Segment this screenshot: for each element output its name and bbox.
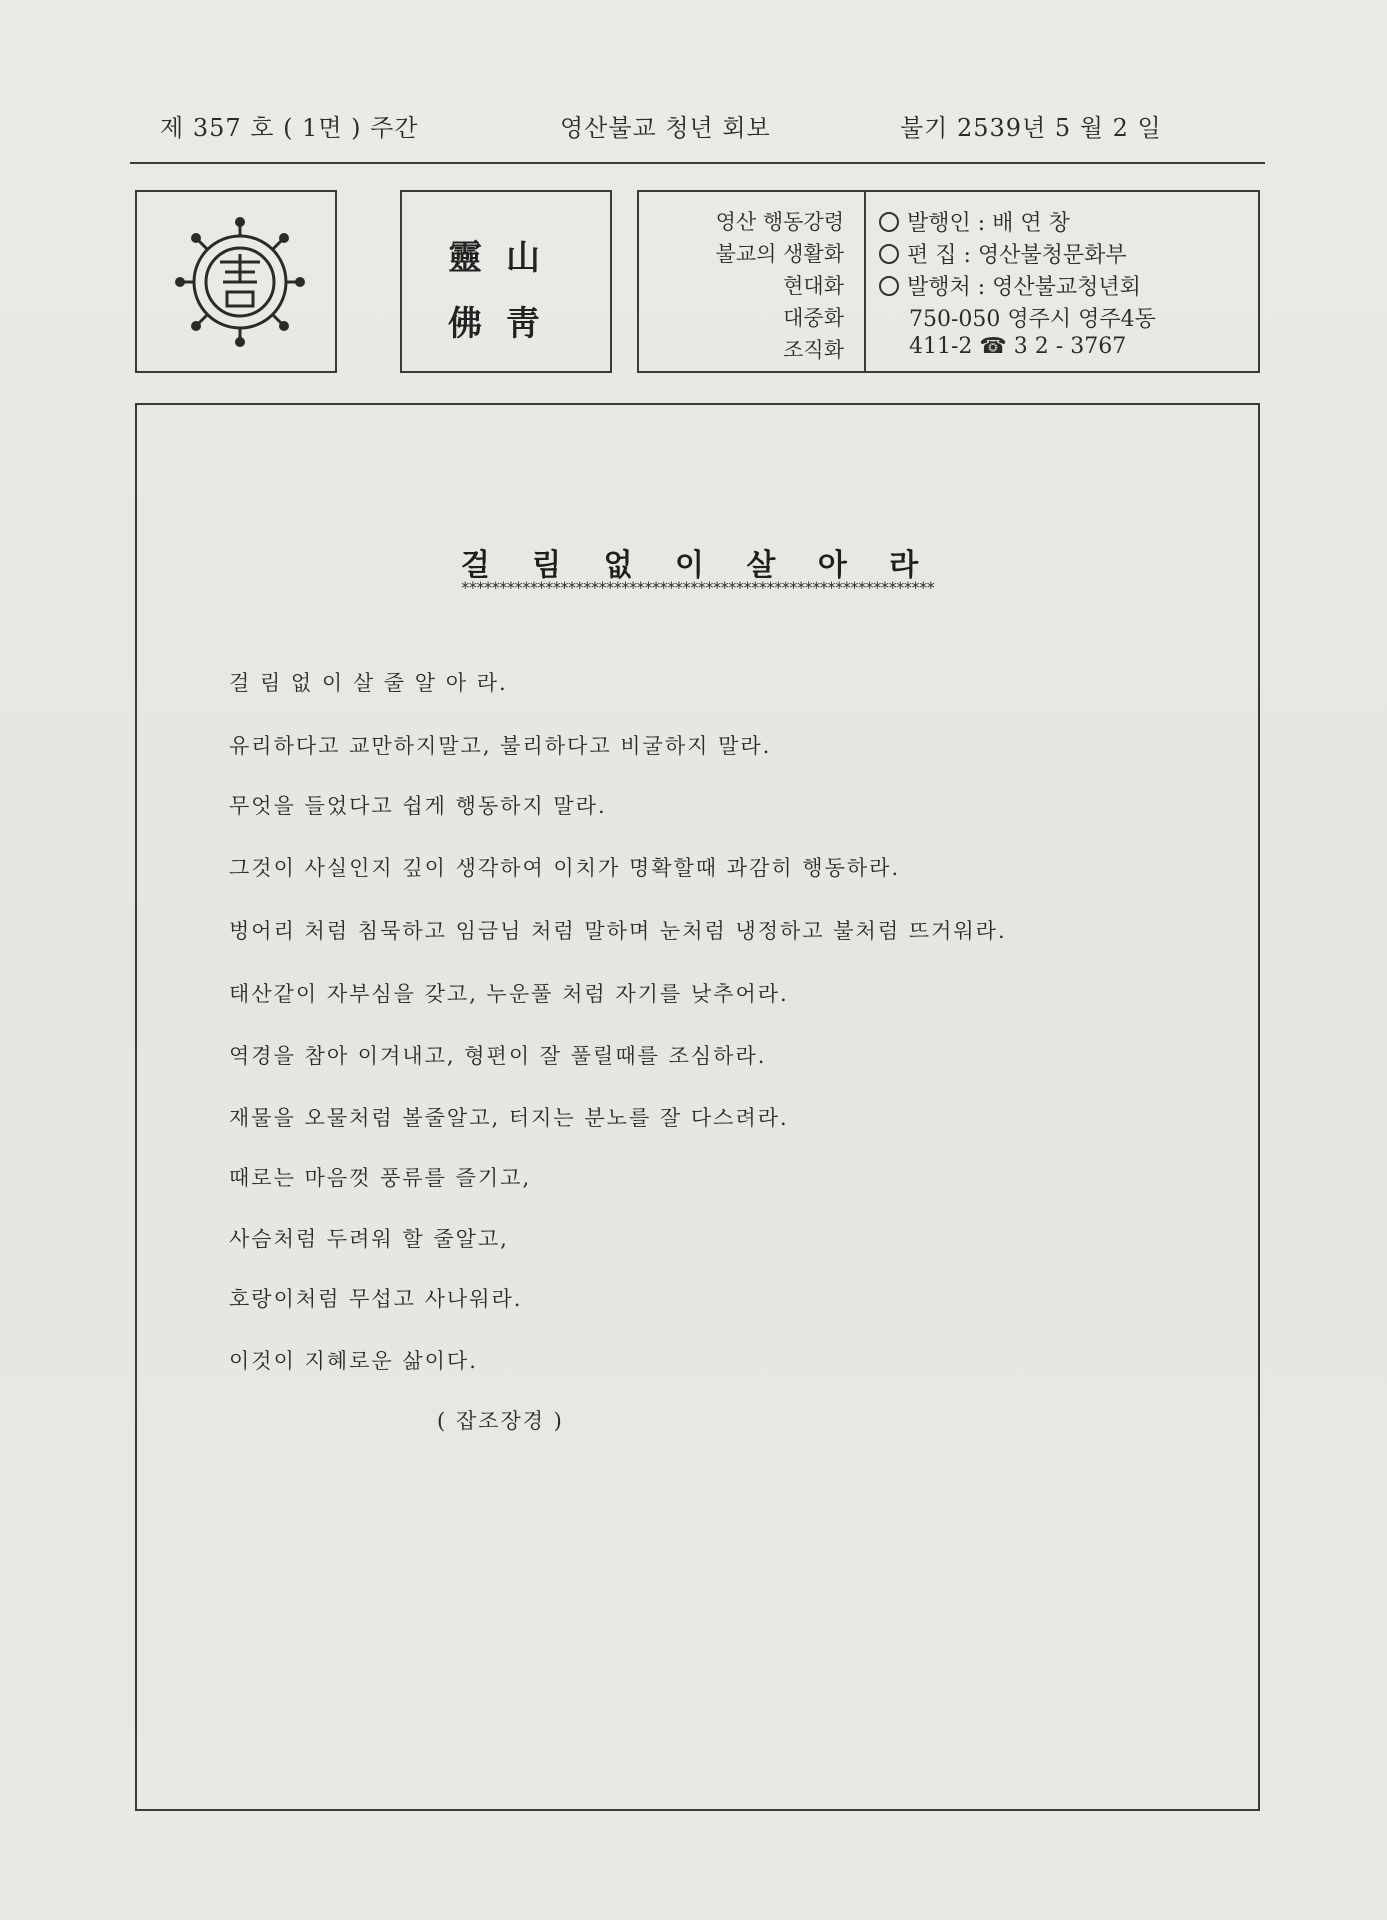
article-title: 걸 림 없 이 살 아 라 xyxy=(460,548,935,583)
editor-text: 편 집 : 영산불청문화부 xyxy=(907,243,1127,268)
poem-line: 태산같이 자부심을 갖고, 누운풀 처럼 자기를 낮추어라. xyxy=(229,982,789,1006)
motto-item: 대중화 xyxy=(783,306,844,330)
poem-line: 그것이 사실인지 깊이 생각하여 이치가 명확할때 과감히 행동하라. xyxy=(229,856,901,880)
circle-bullet-icon xyxy=(879,244,899,264)
poem-line: 이것이 지혜로운 삶이다. xyxy=(229,1349,478,1373)
address-text: 750-050 영주시 영주4동 xyxy=(909,307,1156,332)
poem-line: 호랑이처럼 무섭고 사나워라. xyxy=(229,1287,523,1311)
poem-line: 역경을 참아 이겨내고, 형편이 잘 풀릴때를 조심하라. xyxy=(229,1044,767,1068)
publisher-row xyxy=(879,206,1070,237)
phone-text: 411-2 ☎ 3 2 - 3767 xyxy=(909,334,1127,359)
nameplate-line-1: 靈山 xyxy=(448,238,564,278)
issue-date: 불기 2539년 5 월 2 일 xyxy=(900,114,1162,142)
title-underline-stars: ************************************************************** xyxy=(460,578,934,597)
issuer-text: 발행처 : 영산불교청년회 xyxy=(907,275,1141,300)
issuer-row xyxy=(879,270,1141,301)
nameplate-panel xyxy=(400,190,612,373)
circle-bullet-icon xyxy=(879,212,899,232)
motto-item: 영산 행동강령 xyxy=(715,210,844,234)
dharma-wheel-logo xyxy=(175,210,305,350)
poem-line: 걸 림 없 이 살 줄 알 아 라. xyxy=(229,671,508,695)
motto-item: 불교의 생활화 xyxy=(715,242,844,266)
poem-line: 무엇을 들었다고 쉽게 행동하지 말라. xyxy=(229,794,607,818)
nameplate-line-2: 佛靑 xyxy=(448,304,564,344)
header-divider xyxy=(130,162,1265,164)
poem-line: 때로는 마음껏 풍류를 즐기고, xyxy=(229,1166,532,1190)
editor-row xyxy=(879,238,1127,269)
poem-line: 사슴처럼 두려워 할 줄알고, xyxy=(229,1227,509,1251)
motto-item: 현대화 xyxy=(783,274,844,298)
info-divider xyxy=(864,192,866,371)
emblem-panel xyxy=(135,190,337,373)
info-panel xyxy=(637,190,1260,373)
article-source: ( 잡조장경 ) xyxy=(437,1409,564,1433)
poem-line: 유리하다고 교만하지말고, 불리하다고 비굴하지 말라. xyxy=(229,734,772,758)
poem-line: 재물을 오물처럼 볼줄알고, 터지는 분노를 잘 다스려라. xyxy=(229,1106,789,1130)
issue-number: 제 357 호 ( 1면 ) 주간 xyxy=(160,114,419,142)
publication-name: 영산불교 청년 회보 xyxy=(560,114,771,142)
publisher-text: 발행인 : 배 연 창 xyxy=(907,211,1070,236)
motto-item: 조직화 xyxy=(783,338,844,362)
article-frame xyxy=(135,403,1260,1811)
circle-bullet-icon xyxy=(879,276,899,296)
poem-line: 벙어리 처럼 침묵하고 임금님 처럼 말하며 눈처럼 냉정하고 불처럼 뜨거워라. xyxy=(229,919,1007,943)
